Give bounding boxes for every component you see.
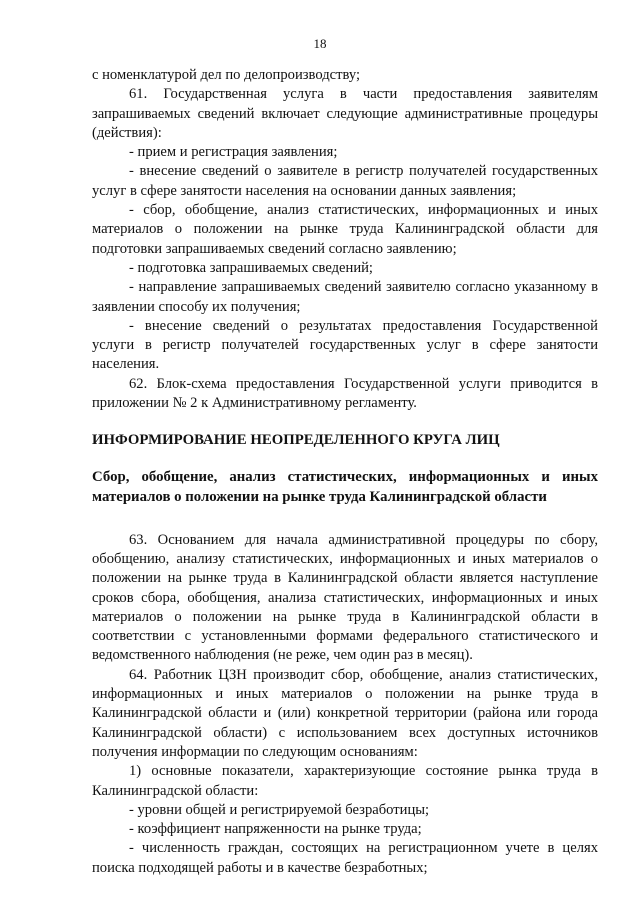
- list-item: - внесение сведений о заявителе в регистр получателей государственных услуг в сфере занятости населения на основании данных заявления;: [92, 163, 598, 199]
- paragraph: 1) основные показатели, характеризующие состояние рынка труда в Калининградской области:: [92, 763, 598, 799]
- section-heading: ИНФОРМИРОВАНИЕ НЕОПРЕДЕЛЕННОГО КРУГА ЛИЦ: [92, 432, 500, 449]
- subsection-heading: Сбор, обобщение, анализ статистических, информационных и иных материалов о положении на рынке труда Калининградской области: [92, 468, 598, 505]
- document-body: [92, 66, 598, 878]
- paragraph: 63. Основанием для начала административной процедуры по сбору, обобщению, анализу статистических, информационных и иных материалов о положении на рынке труда в Калининградской области является наступление сроков сбора, обобщения, анализа статистических, информационных и иных материалов о положении на рынке труда в Калининградской области в соответствии с установленными формами федерального статистического и ведомственного наблюдения (не реже, чем один раз в месяц).: [92, 531, 598, 664]
- list-item: - уровни общей и регистрируемой безработицы;: [129, 801, 430, 818]
- list-item: - прием и регистрация заявления;: [129, 144, 338, 161]
- list-item: - внесение сведений о результатах предоставления Государственной услуги в регистр получателей государственных услуг в сфере занятости населения.: [92, 317, 598, 373]
- list-item: - направление запрашиваемых сведений заявителю согласно указанному в заявлении способу их получения;: [92, 279, 598, 315]
- list-item: - сбор, обобщение, анализ статистических, информационных и иных материалов о положении на рынке труда Калининградской области для подготовки запрашиваемых сведений согласно заявлению;: [92, 202, 598, 257]
- list-item: - подготовка запрашиваемых сведений;: [129, 259, 373, 276]
- page-number: 18: [313, 36, 327, 51]
- list-item: - коэффициент напряженности на рынке труда;: [129, 821, 422, 838]
- paragraph: с номенклатурой дел по делопроизводству;: [92, 67, 361, 83]
- paragraph: 62. Блок-схема предоставления Государственной услуги приводится в приложении № 2 к Административному регламенту.: [92, 375, 598, 412]
- paragraph: 64. Работник ЦЗН производит сбор, обобщение, анализ статистических, информационных и иных материалов о положении на рынке труда в Калининградской области и (или) конкретной территории (района или города Калининградской области) с использованием всех доступных источников получения информации по следующим основаниям:: [92, 666, 598, 760]
- paragraph: 61. Государственная услуга в части предоставления заявителям запрашиваемых сведений включает следующие административные процедуры (действия):: [92, 86, 598, 141]
- list-item: - численность граждан, состоящих на регистрационном учете в целях поиска подходящей работы и в качестве безработных;: [92, 840, 598, 876]
